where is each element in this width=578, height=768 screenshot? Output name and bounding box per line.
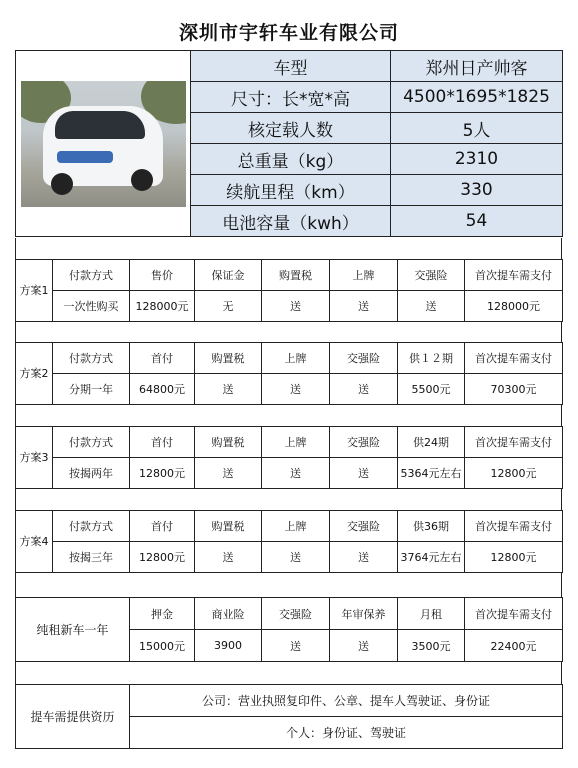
- plan-value: 128000元: [130, 291, 195, 322]
- spec-label: 续航里程（km）: [191, 175, 391, 206]
- rent-value: 3500元: [398, 630, 465, 662]
- plan-header: 付款方式: [53, 260, 130, 291]
- car-photo-icon: [21, 81, 186, 207]
- plan-name: 方案2: [16, 343, 53, 405]
- plan-value: 按揭两年: [53, 458, 130, 489]
- plan-header: 供１２期: [398, 343, 465, 374]
- plan-header: 上牌: [262, 511, 330, 542]
- rent-table: [15, 597, 563, 662]
- docs-name: 提车需提供资历: [16, 685, 130, 749]
- plan-2-table: [15, 342, 563, 405]
- plan-value: 5364元左右: [398, 458, 465, 489]
- rent-value: 15000元: [130, 630, 195, 662]
- plan-value: 送: [262, 291, 330, 322]
- plan-header: 付款方式: [53, 343, 130, 374]
- rent-value: 22400元: [465, 630, 563, 662]
- spec-label: 车型: [191, 51, 391, 82]
- plan-1-table: [15, 259, 563, 322]
- spec-value: 330: [391, 175, 563, 206]
- car-photo: [16, 51, 191, 237]
- plan-name: 方案1: [16, 260, 53, 322]
- spec-value: 郑州日产帅客: [391, 51, 563, 82]
- plan-header: 首次提车需支付: [465, 343, 563, 374]
- rent-header: 年审保养: [330, 598, 398, 630]
- plan-header: 购置税: [195, 427, 262, 458]
- plan-header: 供36期: [398, 511, 465, 542]
- plan-name: 方案3: [16, 427, 53, 489]
- rent-value: 3900: [195, 630, 262, 662]
- rent-header: 首次提车需支付: [465, 598, 563, 630]
- spec-label: 总重量（kg）: [191, 144, 391, 175]
- rent-header: 月租: [398, 598, 465, 630]
- plan-header: 交强险: [398, 260, 465, 291]
- plan-header: 首次提车需支付: [465, 260, 563, 291]
- plan-header: 保证金: [195, 260, 262, 291]
- rent-name: 纯租新车一年: [16, 598, 130, 662]
- plan-value: 12800元: [465, 542, 563, 573]
- plan-header: 购置税: [195, 343, 262, 374]
- spec-label: 电池容量（kwh）: [191, 206, 391, 237]
- plan-header: 首付: [130, 511, 195, 542]
- plan-value: 送: [330, 458, 398, 489]
- plan-header: 交强险: [330, 343, 398, 374]
- plan-header: 上牌: [262, 427, 330, 458]
- plan-header: 付款方式: [53, 427, 130, 458]
- plan-value: 送: [195, 542, 262, 573]
- plan-value: 送: [262, 542, 330, 573]
- plan-value: 12800元: [465, 458, 563, 489]
- plan-value: 5500元: [398, 374, 465, 405]
- plan-3-table: [15, 426, 563, 489]
- plan-header: 付款方式: [53, 511, 130, 542]
- plan-value: 64800元: [130, 374, 195, 405]
- plan-value: 一次性购买: [53, 291, 130, 322]
- plan-name: 方案4: [16, 511, 53, 573]
- plan-header: 首次提车需支付: [465, 511, 563, 542]
- plan-value: 送: [330, 374, 398, 405]
- plan-value: 按揭三年: [53, 542, 130, 573]
- plan-value: 送: [262, 374, 330, 405]
- plan-header: 购置税: [262, 260, 330, 291]
- docs-company: 公司：营业执照复印件、公章、提车人驾驶证、身份证: [130, 685, 563, 717]
- spec-value: 4500*1695*1825: [391, 82, 563, 113]
- docs-personal: 个人：身份证、驾驶证: [130, 717, 563, 749]
- spec-value: 54: [391, 206, 563, 237]
- plan-header: 售价: [130, 260, 195, 291]
- rent-header: 押金: [130, 598, 195, 630]
- page-title: 深圳市宇轩车业有限公司: [178, 22, 399, 44]
- plan-value: 12800元: [130, 542, 195, 573]
- rent-value: 送: [262, 630, 330, 662]
- spec-table: [15, 50, 563, 237]
- plan-header: 交强险: [330, 427, 398, 458]
- plan-value: 送: [398, 291, 465, 322]
- plan-header: 购置税: [195, 511, 262, 542]
- docs-table: [15, 684, 563, 749]
- rent-header: 交强险: [262, 598, 330, 630]
- plan-value: 送: [195, 458, 262, 489]
- spec-label: 核定载人数: [191, 113, 391, 144]
- plan-value: 无: [195, 291, 262, 322]
- plan-header: 上牌: [330, 260, 398, 291]
- plan-header: 交强险: [330, 511, 398, 542]
- plan-value: 分期一年: [53, 374, 130, 405]
- spec-label: 尺寸：长*宽*高: [191, 82, 391, 113]
- plan-4-table: [15, 510, 563, 573]
- rent-header: 商业险: [195, 598, 262, 630]
- spec-value: 2310: [391, 144, 563, 175]
- plan-header: 首付: [130, 343, 195, 374]
- plan-value: 送: [330, 542, 398, 573]
- plan-value: 70300元: [465, 374, 563, 405]
- plan-value: 送: [262, 458, 330, 489]
- plan-header: 供24期: [398, 427, 465, 458]
- plan-value: 3764元左右: [398, 542, 465, 573]
- rent-value: 送: [330, 630, 398, 662]
- plan-value: 送: [330, 291, 398, 322]
- plan-header: 首付: [130, 427, 195, 458]
- plan-header: 首次提车需支付: [465, 427, 563, 458]
- plan-value: 128000元: [465, 291, 563, 322]
- spec-value: 5人: [391, 113, 563, 144]
- plan-header: 上牌: [262, 343, 330, 374]
- plan-value: 12800元: [130, 458, 195, 489]
- plan-value: 送: [195, 374, 262, 405]
